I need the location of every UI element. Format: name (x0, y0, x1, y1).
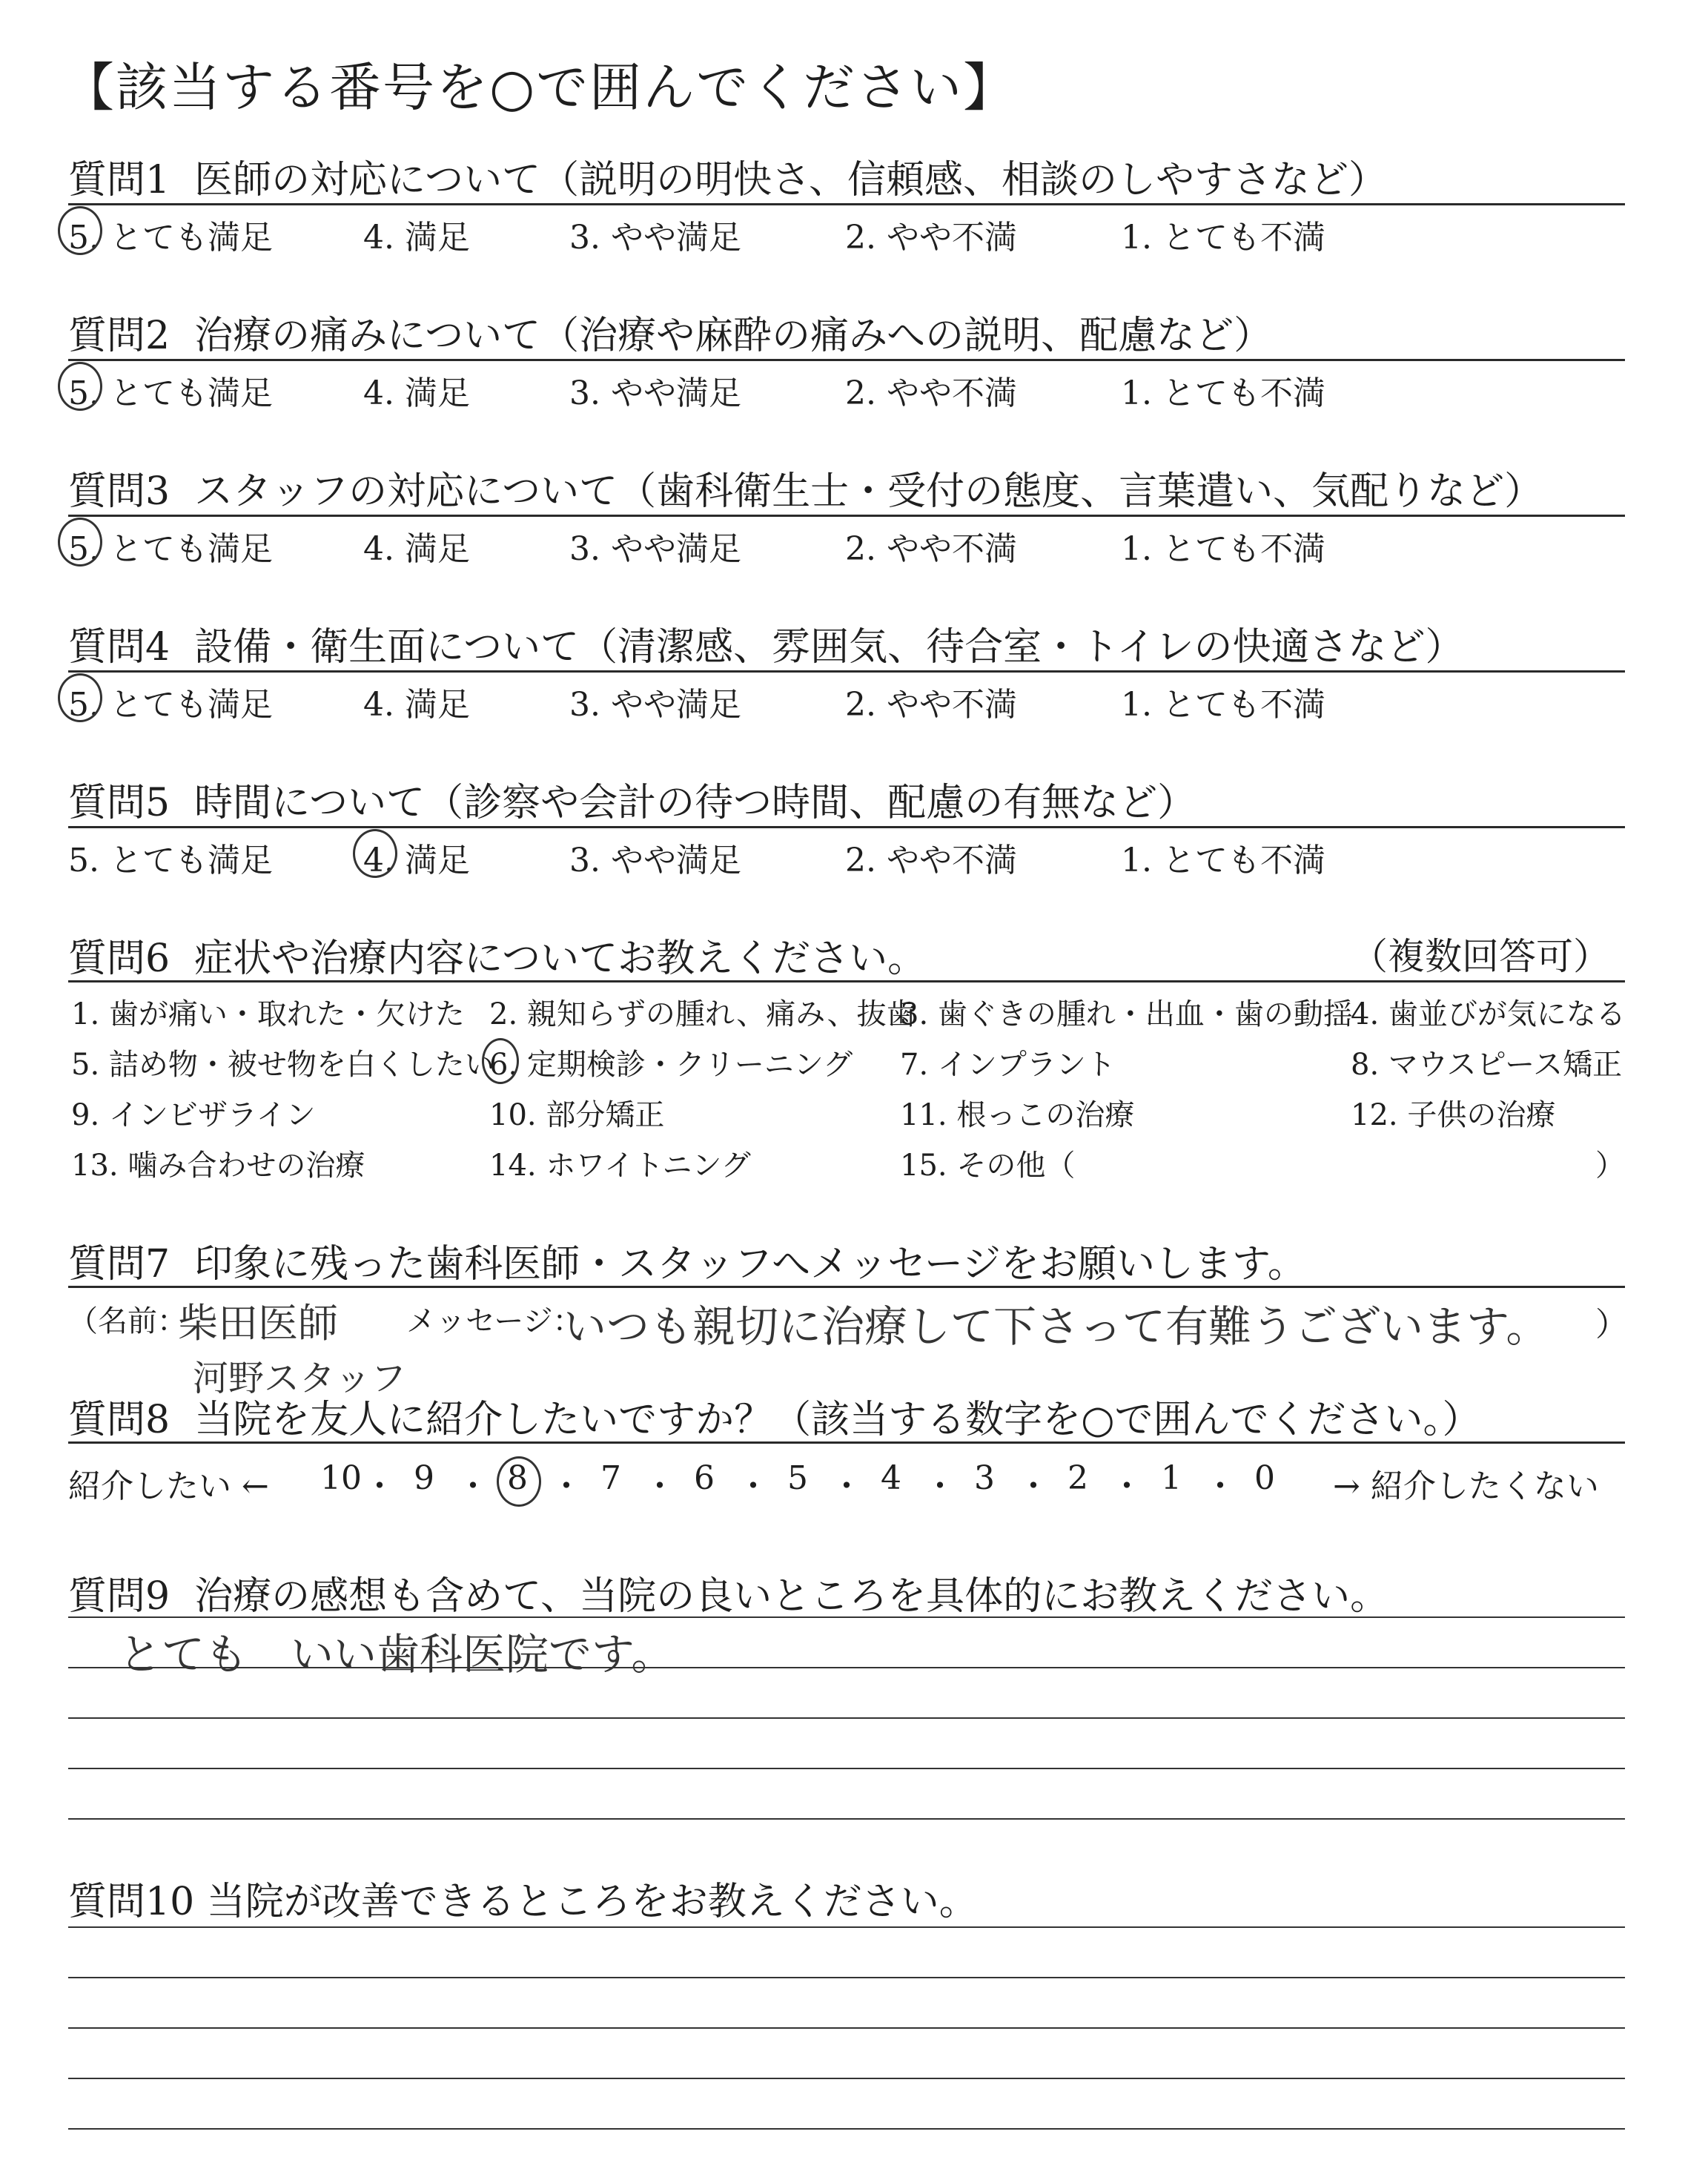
question-rule (68, 670, 1625, 673)
rating-option[interactable]: 1. とても不満 (1121, 530, 1325, 568)
question-1-title (68, 148, 1387, 204)
question-10-title (68, 1870, 978, 1926)
rating-option[interactable]: 5. とても満足 (68, 219, 273, 257)
rating-option[interactable]: 5. とても満足 (68, 530, 273, 568)
question-4-title (68, 615, 1464, 671)
q10-line (68, 2128, 1625, 2130)
rating-option[interactable]: 1. とても不満 (1121, 686, 1325, 724)
question-text: 医師の対応について（説明の明快さ、信頼感、相談のしやすさなど） (194, 158, 1388, 202)
scale-separator: ・ (830, 1467, 863, 1505)
scale-value[interactable]: 2 (1068, 1459, 1088, 1497)
symptom-option[interactable]: 4. 歯並びが気になる (1351, 997, 1626, 1031)
selection-circle (353, 829, 397, 878)
selection-circle (482, 1038, 519, 1084)
rating-option[interactable]: 3. やや満足 (569, 686, 741, 724)
multiple-answer-note: （複数回答可） (1351, 935, 1610, 978)
handwritten-good-points[interactable]: とても いい歯科医院です。 (119, 1629, 675, 1680)
rating-option[interactable]: 2. やや不満 (845, 686, 1017, 724)
question-7-title (68, 1232, 1306, 1288)
rating-option[interactable]: 4. 満足 (363, 374, 470, 412)
selection-circle (58, 673, 102, 722)
q9-line (68, 1616, 1625, 1618)
rating-option[interactable]: 3. やや満足 (569, 530, 741, 568)
question-9-title (68, 1565, 1388, 1620)
scale-separator: ・ (737, 1467, 769, 1505)
question-label: 質問5 (68, 781, 171, 825)
question-8-title (68, 1388, 1481, 1444)
rating-option[interactable]: 5. とても満足 (68, 374, 273, 412)
scale-value[interactable]: 0 (1254, 1459, 1275, 1497)
scale-separator: ・ (363, 1467, 396, 1505)
question-7-text: 印象に残った歯科医師・スタッフへメッセージをお願いします。 (194, 1242, 1306, 1287)
rating-option[interactable]: 1. とても不満 (1121, 842, 1325, 879)
question-8-text: 当院を友人に紹介したいですか？（該当する数字を○で囲んでください。） (194, 1398, 1481, 1442)
q9-line (68, 1768, 1625, 1769)
rating-option[interactable]: 2. やや不満 (845, 374, 1017, 412)
question-8-rule (68, 1441, 1625, 1444)
scale-value[interactable]: 5 (787, 1459, 808, 1497)
symptom-option[interactable]: 14. ホワイトニング (489, 1149, 751, 1183)
question-3-title (68, 460, 1543, 515)
scale-value[interactable]: 9 (414, 1459, 434, 1497)
scale-value[interactable]: 1 (1161, 1459, 1182, 1497)
question-rule (68, 203, 1625, 205)
rating-option[interactable]: 1. とても不満 (1121, 374, 1325, 412)
other-closing-paren: ） (1595, 1149, 1625, 1183)
question-10-text: 当院が改善できるところをお教えください。 (206, 1880, 978, 1924)
question-5-title (68, 771, 1196, 827)
q10-line (68, 1926, 1625, 1928)
symptom-option[interactable]: 3. 歯ぐきの腫れ・出血・歯の動揺 (900, 997, 1353, 1031)
q10-line (68, 1977, 1625, 1978)
scale-value[interactable]: 7 (600, 1459, 621, 1497)
question-7-label: 質問7 (68, 1242, 171, 1287)
form-title: 【該当する番号を○で囲んでください】 (62, 57, 1017, 118)
selection-circle (58, 518, 102, 567)
question-6-title (68, 927, 926, 982)
scale-separator: ・ (457, 1467, 489, 1505)
question-2-title (68, 304, 1272, 360)
rating-option[interactable]: 4. 満足 (363, 219, 470, 257)
rating-option[interactable]: 5. とても満足 (68, 686, 273, 724)
selection-circle (58, 206, 102, 255)
rating-option[interactable]: 2. やや不満 (845, 842, 1017, 879)
question-9-label: 質問9 (68, 1574, 171, 1619)
scale-value[interactable]: 6 (694, 1459, 715, 1497)
question-rule (68, 826, 1625, 828)
symptom-option[interactable]: 15. その他（ (900, 1149, 1076, 1183)
scale-separator: ・ (643, 1467, 676, 1505)
rating-option[interactable]: 3. やや満足 (569, 374, 741, 412)
q9-line (68, 1818, 1625, 1820)
scale-value[interactable]: 4 (881, 1459, 901, 1497)
question-label: 質問2 (68, 314, 171, 358)
symptom-option[interactable]: 7. インプラント (900, 1048, 1116, 1082)
rating-option[interactable]: 2. やや不満 (845, 219, 1017, 257)
question-label: 質問3 (68, 469, 171, 514)
message-closing-paren: ） (1595, 1306, 1628, 1344)
symptom-option[interactable]: 8. マウスピース矯正 (1351, 1048, 1623, 1082)
question-7-rule (68, 1286, 1625, 1288)
scale-left-label: 紹介したい ← (68, 1467, 269, 1505)
question-label: 質問4 (68, 625, 171, 670)
rating-option[interactable]: 3. やや満足 (569, 219, 741, 257)
symptom-option[interactable]: 9. インビザライン (71, 1098, 316, 1132)
question-rule (68, 359, 1625, 361)
rating-option[interactable]: 4. 満足 (363, 686, 470, 724)
question-8-label: 質問8 (68, 1398, 171, 1442)
scale-separator: ・ (1017, 1467, 1050, 1505)
q10-line (68, 2078, 1625, 2079)
question-text: 設備・衛生面について（清潔感、雰囲気、待合室・トイレの快適さなど） (194, 625, 1464, 670)
rating-option[interactable]: 4. 満足 (363, 530, 470, 568)
question-6-rule (68, 980, 1625, 982)
symptom-option[interactable]: 12. 子供の治療 (1351, 1098, 1556, 1132)
question-text: 治療の痛みについて（治療や麻酔の痛みへの説明、配慮など） (194, 314, 1273, 358)
symptom-option[interactable]: 5. 詰め物・被せ物を白くしたい (71, 1048, 494, 1082)
scale-value[interactable]: 10 (320, 1459, 362, 1497)
rating-option[interactable]: 3. やや満足 (569, 842, 741, 879)
question-rule (68, 515, 1625, 517)
message-label: メッセージ： (406, 1304, 583, 1338)
scale-value[interactable]: 8 (507, 1459, 528, 1497)
symptom-option[interactable]: 10. 部分矯正 (489, 1098, 665, 1132)
symptom-option[interactable]: 6. 定期検診・クリーニング (489, 1048, 853, 1082)
scale-separator: ・ (1110, 1467, 1143, 1505)
scale-separator: ・ (1204, 1467, 1237, 1505)
question-text: スタッフの対応について（歯科衛生士・受付の態度、言葉遣い、気配りなど） (194, 469, 1543, 514)
rating-option[interactable]: 4. 満足 (363, 842, 470, 879)
scale-value[interactable]: 3 (974, 1459, 995, 1497)
selection-circle (58, 362, 102, 411)
rating-option[interactable]: 2. やや不満 (845, 530, 1017, 568)
question-6-text: 症状や治療内容についてお教えください。 (194, 937, 927, 981)
rating-option[interactable]: 1. とても不満 (1121, 219, 1325, 257)
handwritten-name-doctor[interactable]: 柴田医師 (178, 1300, 338, 1347)
scale-separator: ・ (924, 1467, 956, 1505)
q9-line (68, 1717, 1625, 1719)
name-label: （名前： (68, 1304, 187, 1338)
symptom-option[interactable]: 11. 根っこの治療 (900, 1098, 1135, 1132)
symptom-option[interactable]: 2. 親知らずの腫れ、痛み、抜歯 (489, 997, 916, 1031)
scale-separator: ・ (550, 1467, 583, 1505)
selection-circle (497, 1456, 541, 1507)
question-text: 時間について（診察や会計の待つ時間、配慮の有無など） (194, 781, 1196, 825)
question-label: 質問1 (68, 158, 171, 202)
symptom-option[interactable]: 13. 噛み合わせの治療 (71, 1149, 365, 1183)
q10-line (68, 2027, 1625, 2029)
question-10-label: 質問10 (68, 1880, 195, 1924)
question-6-label: 質問6 (68, 937, 171, 981)
rating-option[interactable]: 5. とても満足 (68, 842, 273, 879)
handwritten-name-staff[interactable]: 河野スタッフ (193, 1358, 407, 1399)
symptom-option[interactable]: 1. 歯が痛い・取れた・欠けた (71, 997, 465, 1031)
handwritten-message[interactable]: いつも親切に治療して下さって有難うございます。 (563, 1301, 1549, 1352)
question-9-text: 治療の感想も含めて、当院の良いところを具体的にお教えください。 (194, 1574, 1389, 1619)
scale-right-label: → 紹介したくない (1333, 1467, 1599, 1505)
